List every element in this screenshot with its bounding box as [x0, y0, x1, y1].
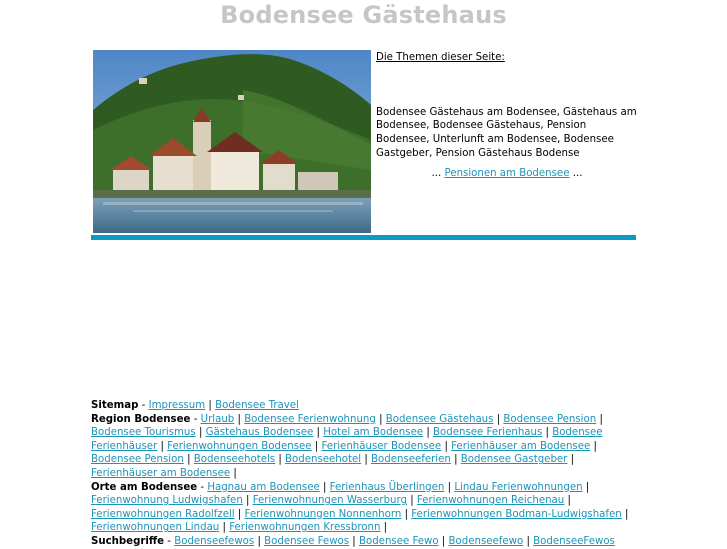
lake-village-photo	[93, 50, 371, 233]
footer-link[interactable]: Bodensee Gästehaus	[385, 413, 494, 425]
link-separator: |	[590, 440, 597, 452]
link-separator: |	[542, 427, 553, 439]
footer-link[interactable]: Lindau Ferienwohnungen	[454, 481, 583, 493]
such-links	[174, 536, 615, 547]
link-separator: |	[523, 535, 534, 547]
footer-link[interactable]: Hagnau am Bodensee	[207, 481, 320, 493]
link-separator: |	[450, 454, 461, 466]
footer-link[interactable]: Bodensee Travel	[215, 400, 299, 411]
link-separator: |	[205, 400, 216, 411]
themes-link-line	[376, 167, 638, 181]
sitemap-section: Sitemap - Impressum | Bodensee Travel	[91, 400, 299, 411]
ellipsis-suffix: ...	[572, 167, 583, 179]
link-separator: |	[438, 535, 449, 547]
footer-link[interactable]: Bodensee Pension	[91, 454, 184, 466]
region-section: Region Bodensee - Urlaub | Bodensee Ferienwohnung | Bodensee Gästehaus | Bodensee Pension | Bodensee Tourismus | Gästehaus Bodensee | Hotel am Bodensee | Bodensee Ferienhaus | Bodensee Ferienhäuser | Ferienwohnungen Bodensee | Ferienhäuser Bodensee | Ferienhäuser am Bodensee | Bodensee Pension | Bodenseehotels | Bodenseehotel | Bodenseeferien | Bodensee Gastgeber | Ferienhäuser am Bodensee |	[91, 413, 603, 479]
footer-link[interactable]: Ferienwohnungen Bodman-Ludwigshafen	[411, 508, 622, 520]
footer-link[interactable]: Gästehaus Bodensee	[205, 427, 314, 439]
link-separator: |	[621, 508, 629, 520]
footer-link[interactable]: Ferienwohnungen Kressbronn	[229, 522, 381, 534]
footer-link[interactable]: Bodenseehotel	[285, 454, 362, 466]
footer-link[interactable]: Bodensee Ferienhaus	[433, 427, 543, 439]
link-separator: |	[319, 481, 330, 493]
footer-link[interactable]: Bodensee Ferienhäuser	[91, 427, 603, 452]
themes-panel	[376, 51, 638, 180]
footer-link[interactable]: Ferienwohnungen Reichenau	[416, 495, 565, 507]
footer-link[interactable]: Ferienhaus Überlingen	[329, 481, 445, 493]
orte-section: Orte am Bodensee - Hagnau am Bodensee | Ferienhaus Überlingen | Lindau Ferienwohnungen | Ferienwohnung Ludwigshafen | Ferienwohnungen Wasserburg | Ferienwohnungen Reichenau | Ferienwohnungen Radolfzell | Ferienwohnungen Nonnenhorn | Ferienwohnungen Bodman-Ludwigshafen | Ferienwohnungen Lindau | Ferienwohnungen Kressbronn |	[91, 481, 629, 534]
link-separator: |	[234, 413, 245, 425]
sitemap-links	[149, 400, 299, 411]
link-separator: |	[596, 413, 603, 425]
link-separator: |	[313, 427, 324, 439]
link-separator: |	[567, 454, 575, 466]
link-separator: |	[361, 454, 371, 466]
page-title: Bodensee Gästehaus	[220, 1, 507, 29]
footer-link[interactable]: Bodenseefewo	[448, 535, 524, 547]
footer-link[interactable]: Bodensee Fewos	[264, 535, 350, 547]
footer-link[interactable]: Ferienhäuser am Bodensee	[91, 467, 231, 479]
divider-bar	[91, 235, 636, 240]
orte-label: Orte am Bodensee	[91, 481, 198, 493]
link-separator: |	[242, 495, 253, 507]
footer-link[interactable]: Bodenseehotels	[193, 454, 276, 466]
link-separator: |	[349, 535, 359, 547]
footer-links	[91, 399, 636, 549]
footer-link[interactable]: Urlaub	[200, 413, 235, 425]
themes-heading: Die Themen dieser Seite:	[376, 52, 505, 63]
link-separator: |	[230, 467, 237, 479]
link-separator: |	[582, 481, 590, 493]
footer-link[interactable]: Ferienwohnung Ludwigshafen	[91, 495, 243, 507]
link-separator: |	[183, 454, 194, 466]
pensionen-link[interactable]: Pensionen am Bodensee	[444, 167, 570, 179]
link-separator: |	[157, 440, 168, 452]
footer-link[interactable]: Bodensee Tourismus	[91, 427, 196, 439]
link-separator: |	[254, 535, 265, 547]
link-separator: |	[444, 481, 455, 493]
footer-link[interactable]: Bodenseefewos	[174, 535, 255, 547]
footer-link[interactable]: Bodensee Gastgeber	[460, 454, 568, 466]
footer-link[interactable]: Hotel am Bodensee	[323, 427, 424, 439]
such-section: Suchbegriffe - Bodenseefewos | Bodensee Fewos | Bodensee Fewo | Bodenseefewo | BodenseeFewos	[91, 535, 615, 547]
footer-link[interactable]: Ferienwohnungen Radolfzell	[91, 508, 235, 520]
themes-text: Bodensee Gästehaus am Bodensee, Gästehaus am Bodensee, Bodensee Gästehaus, Pension Bodensee, Unterlunft am Bodensee, Bodensee Gastgeber, Pension Gästehaus Bodense	[376, 106, 637, 159]
footer-link[interactable]: Bodensee Pension	[503, 413, 597, 425]
link-separator: |	[493, 413, 504, 425]
link-separator: |	[195, 427, 206, 439]
link-separator: |	[375, 413, 386, 425]
link-separator: |	[441, 440, 452, 452]
sitemap-label: Sitemap	[91, 400, 139, 411]
region-label: Region Bodensee	[91, 413, 191, 425]
link-separator: |	[423, 427, 434, 439]
footer-link[interactable]: Impressum	[148, 400, 206, 411]
link-separator: |	[564, 495, 571, 507]
footer-link[interactable]: Ferienhäuser am Bodensee	[451, 440, 591, 452]
link-separator: |	[275, 454, 286, 466]
footer-link[interactable]: Ferienwohnungen Wasserburg	[252, 495, 407, 507]
footer-link[interactable]: Ferienwohnungen Nonnenhorn	[244, 508, 402, 520]
footer-link[interactable]: Ferienwohnungen Lindau	[91, 522, 220, 534]
link-separator: |	[401, 508, 412, 520]
footer-link[interactable]: Ferienhäuser Bodensee	[321, 440, 442, 452]
link-separator: |	[219, 522, 230, 534]
footer-link[interactable]: BodenseeFewos	[533, 535, 615, 547]
link-separator: |	[311, 440, 322, 452]
link-separator: |	[406, 495, 417, 507]
footer-link[interactable]: Ferienwohnungen Bodensee	[167, 440, 312, 452]
footer-link[interactable]: Bodensee Ferienwohnung	[244, 413, 376, 425]
footer-link[interactable]: Bodensee Fewo	[358, 535, 439, 547]
footer-link[interactable]: Bodenseeferien	[371, 454, 451, 466]
ellipsis-prefix: ...	[431, 167, 442, 179]
such-label: Suchbegriffe	[91, 535, 165, 547]
link-separator: |	[380, 522, 388, 534]
link-separator: |	[234, 508, 245, 520]
